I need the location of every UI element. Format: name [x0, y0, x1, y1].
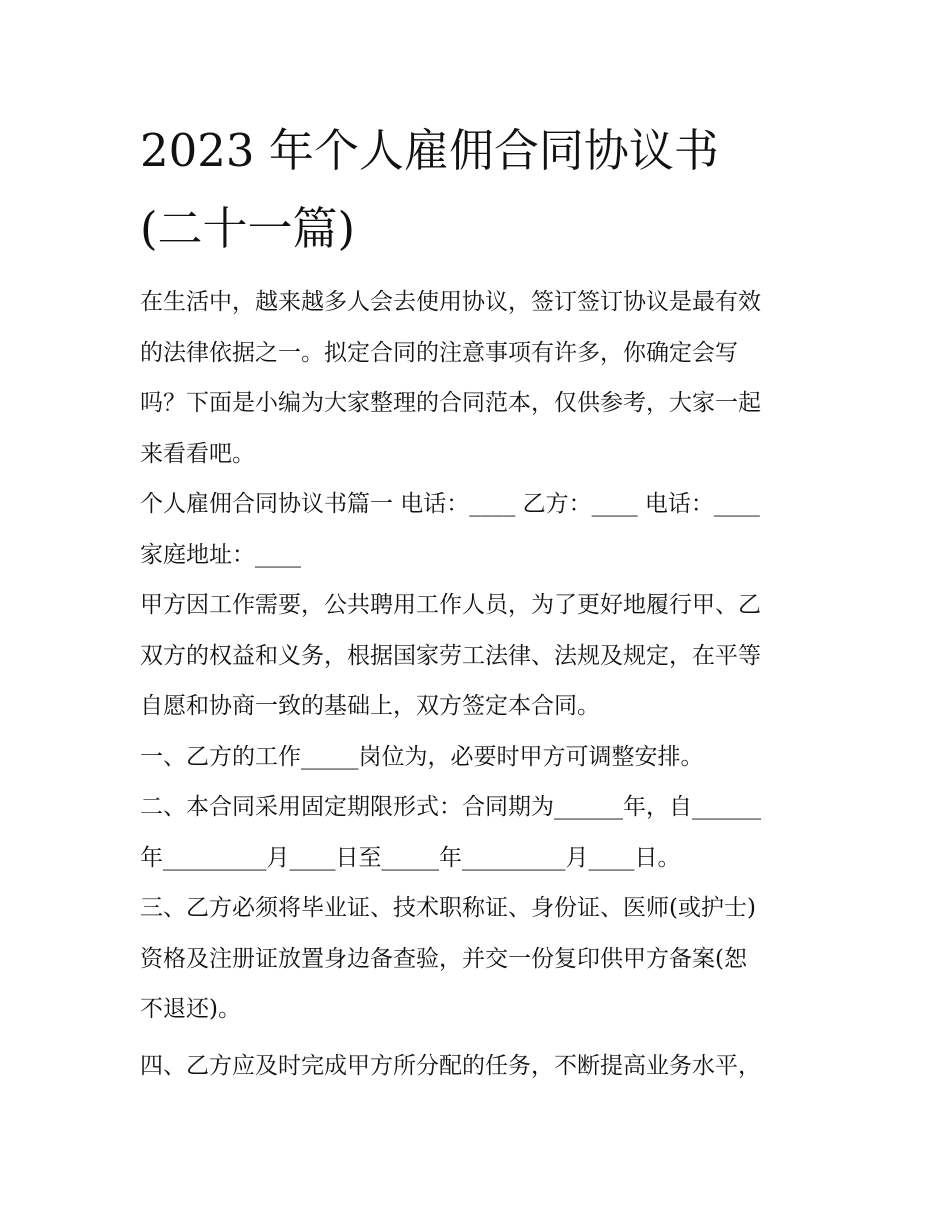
preamble-line-1: 甲方因工作需要，公共聘用工作人员，为了更好地履行甲、乙	[140, 592, 761, 618]
preamble-line-3: 自愿和协商一致的基础上，双方签定本合同。	[140, 693, 600, 719]
clause-3-line-1: 三、乙方必须将毕业证、技术职称证、身份证、医师(或护士)	[140, 895, 756, 921]
intro-line-2: 的法律依据之一。拟定合同的注意事项有许多，你确定会写	[140, 339, 738, 366]
clause-3-line-2: 资格及注册证放置身边备查验，并交一份复印供甲方备案(恕	[140, 945, 747, 972]
clause-2-line-2: 年_________月____日至_____年_________月____日。	[140, 844, 681, 871]
clause-2-line-1: 二、本合同采用固定期限形式：合同期为______年，自______	[140, 794, 761, 820]
intro-line-3: 吗？下面是小编为大家整理的合同范本，仅供参考，大家一起	[140, 390, 761, 416]
document-title	[140, 112, 820, 268]
clause-4-line-1: 四、乙方应及时完成甲方所分配的任务，不断提高业务水平，	[140, 1052, 761, 1079]
clause-1: 一、乙方的工作_____岗位为，必要时甲方可调整安排。	[140, 743, 704, 770]
contract-header-line-1: 个人雇佣合同协议书篇一 电话：____ 乙方：____ 电话：____	[140, 491, 760, 517]
contract-header-line-2: 家庭地址：____	[140, 541, 301, 568]
title-line-1: 2023 年个人雇佣合同协议书	[140, 124, 719, 177]
clause-3-line-3: 不退还)。	[140, 996, 241, 1022]
intro-line-4: 来看看吧。	[140, 440, 255, 467]
document-body	[140, 277, 820, 1091]
preamble-line-2: 双方的权益和义务，根据国家劳工法律、法规及规定，在平等	[140, 642, 761, 669]
intro-line-1: 在生活中，越来越多人会去使用协议，签订签订协议是最有效	[140, 289, 761, 315]
title-line-2: (二十一篇)	[140, 202, 356, 255]
